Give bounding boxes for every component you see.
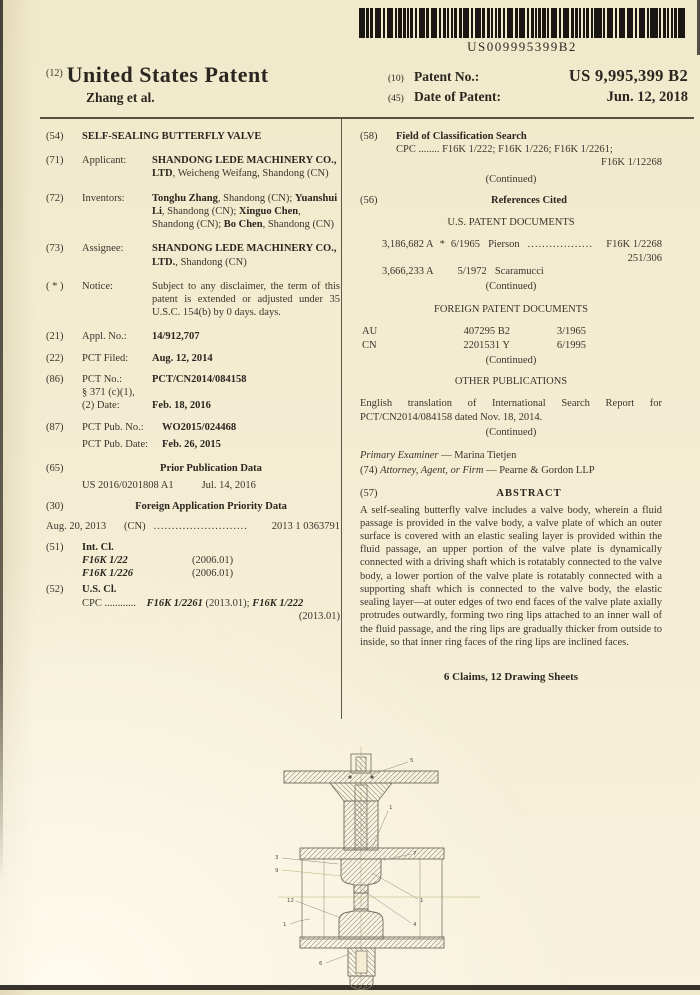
field-num: (52): [46, 584, 64, 596]
valve-cross-section-figure: [262, 745, 498, 990]
scan-edge-left: [0, 0, 3, 880]
field-label: PCT Filed:: [82, 352, 129, 364]
patent-no-value: US 9,995,399 B2: [568, 66, 688, 85]
field-58-heading: Field of Classification Search: [396, 131, 527, 142]
int-cl-version: (2006.01): [192, 555, 234, 567]
pct-filed-value: Aug. 12, 2014: [152, 352, 213, 364]
foreign-doc-date: 3/1965: [556, 326, 586, 338]
figure-label: 5: [410, 758, 414, 764]
inventor-location: , Shandong (CN);: [217, 192, 295, 204]
field-86-pct-no: [46, 373, 340, 413]
valve-plate-lower: [339, 909, 383, 939]
inventor-name: Tonghu Zhang: [152, 192, 218, 204]
header-right: [388, 66, 688, 109]
inventor-line: Zhang et al.: [86, 90, 155, 105]
prior-pub-number: US 2016/0201808 A1: [82, 480, 174, 492]
assignee-name: SHANDONG LEDE MACHINERY CO., LTD.: [152, 243, 337, 268]
barcode-block: [353, 8, 691, 55]
attorney-line: [360, 464, 662, 477]
priority-date: Aug. 20, 2013: [46, 520, 107, 532]
field-label: Assignee:: [82, 243, 124, 255]
cpc-search-line: CPC ........ F16K 1/222; F16K 1/226; F16K 1/2261;: [396, 144, 613, 156]
figure-label: 1: [420, 898, 424, 904]
field-label: PCT No.:: [82, 373, 123, 385]
country-code: CN: [362, 339, 377, 351]
continued-note: (Continued): [485, 280, 537, 292]
field-58-classification-search: [360, 130, 662, 186]
left-column: [46, 130, 340, 623]
section-371-line: § 371 (c)(1),: [82, 387, 135, 399]
field-num: (22): [46, 352, 64, 364]
patent-doc-date: 5/1972: [457, 265, 487, 277]
attorney-label: Attorney, Agent, or Firm: [380, 465, 484, 477]
field-65-prior-pub: [46, 462, 340, 492]
field-num: (86): [46, 373, 64, 385]
field-label: (2) Date:: [82, 400, 120, 412]
field-label: PCT Pub. Date:: [82, 438, 149, 450]
field-num: (30): [46, 501, 64, 513]
int-cl-heading: Int. Cl.: [82, 541, 114, 553]
priority-country: (CN): [124, 520, 146, 532]
foreign-priority-heading: Foreign Application Priority Data: [135, 501, 287, 513]
references-heading: References Cited: [491, 194, 567, 206]
us-patent-row: [382, 265, 662, 278]
abstract-text: A self-sealing butterfly valve includes a valve body, wherein a fluid passage is provided in the valve body, a valve plate of which an outer surface is covered with an elastic sealing layer is provided within the fluid passage, an upper portion of the valve plate is dynamically connected with a driving shaft which is rotatably connected to the valve body, a lower portion of the valve plate is rotatably connected with a supporting shaft which is connected to the valve body, the elastic sealing layer—at outer edges of two end faces of the valve plate axially protrudes outwardly, forming two ring lips attached to an inner wall of the fluid passage, and the ring lips are gradually thicker from outside to inside, so that inner ring faces of the ring lips are inclined faces.: [360, 504, 662, 648]
patent-doc-star: *: [439, 239, 445, 251]
patent-doc-date: 6/1965: [450, 239, 481, 251]
field-21-appl-no: [46, 330, 340, 343]
field-71-applicant: [46, 154, 340, 180]
cpc-label: CPC ............: [82, 597, 136, 609]
field-22-pct-filed: [46, 352, 340, 365]
leader-dots: ..................: [527, 239, 593, 251]
foreign-patent-docs-heading: FOREIGN PATENT DOCUMENTS: [433, 304, 589, 316]
applicant-location: , Weicheng Weifang, Shandong (CN): [172, 168, 329, 180]
cpc-search-line2: F16K 1/12268: [601, 157, 662, 169]
page-title: United States Patent: [66, 62, 269, 87]
field-notice: [46, 280, 340, 320]
date-of-patent-num: (45): [388, 94, 404, 104]
date-of-patent-label: Date of Patent:: [414, 89, 501, 104]
kind-code-num: (12): [46, 68, 63, 79]
prior-pub-heading: Prior Publication Data: [160, 462, 262, 474]
assignee-value: [152, 242, 340, 268]
claims-line: 6 Claims, 12 Drawing Sheets: [443, 671, 579, 683]
field-num: (71): [46, 155, 64, 167]
inventor-name: Bo Chen: [223, 219, 263, 231]
assignee-location: , Shandong (CN): [175, 256, 247, 268]
lower-body-flange: [300, 937, 444, 948]
field-num: (54): [46, 131, 64, 142]
inventor-name: Yuanshui Li: [152, 192, 338, 217]
us-cl-cpc-line: [82, 597, 340, 610]
field-num: (58): [360, 131, 378, 142]
patent-doc-name: Scaramucci: [494, 265, 544, 277]
other-pubs-text: English translation of International Search Report for PCT/CN2014/084158 dated Nov. 18, 2014.: [360, 398, 662, 423]
field-label: Appl. No.:: [82, 331, 127, 343]
figure-label: 6: [319, 961, 323, 967]
field-56-references: [360, 194, 662, 367]
section-371-date: Feb. 18, 2016: [152, 400, 211, 412]
pct-no-value: PCT/CN2014/084158: [152, 373, 247, 385]
pct-pub-no-value: WO2015/024468: [162, 421, 237, 433]
examiner-label: Primary Examiner: [360, 449, 439, 461]
abstract-section: [360, 487, 662, 684]
continued-note: (Continued): [485, 173, 537, 185]
us-patent-row: [382, 238, 662, 251]
date-of-patent-value: Jun. 12, 2018: [606, 89, 688, 105]
field-num: (57): [360, 488, 378, 500]
abstract-heading: ABSTRACT: [496, 488, 562, 500]
cpc-class: F16K 1/2261: [146, 597, 203, 609]
bottom-cap: [350, 976, 373, 990]
field-51-int-cl: [46, 541, 340, 581]
field-73-assignee: [46, 242, 340, 268]
field-num: (51): [46, 541, 64, 553]
field-num: (72): [46, 192, 64, 204]
figure-label: 1: [389, 805, 393, 811]
foreign-doc-date: 6/1995: [556, 339, 586, 351]
field-num: (65): [46, 462, 64, 474]
header-left: [46, 62, 269, 106]
foreign-doc-number: 407295 B2: [463, 326, 510, 338]
invention-title: SELF-SEALING BUTTERFLY VALVE: [82, 131, 262, 142]
figure-label: 3: [275, 855, 279, 861]
figure-label: 7: [413, 851, 417, 857]
foreign-patent-row: [362, 339, 662, 352]
other-publications: [360, 375, 662, 439]
field-label: Inventors:: [82, 192, 125, 204]
country-code: AU: [362, 326, 378, 338]
field-52-us-cl: [46, 583, 340, 623]
cpc-version: (2013.01);: [202, 597, 253, 609]
supporting-shaft: [356, 951, 367, 973]
inventor-name: Xinguo Chen: [238, 205, 299, 217]
attorney-value: — Pearne & Gordon LLP: [486, 465, 595, 477]
valve-plate-stem: [354, 885, 368, 911]
inventor-location: , Shandong (CN);: [161, 205, 239, 217]
figure-label: 9: [275, 868, 279, 874]
patent-no-num: (10): [388, 74, 404, 84]
other-pubs-heading: OTHER PUBLICATIONS: [454, 376, 568, 388]
inventor-location: , Shandong (CN);: [152, 205, 301, 231]
driving-shaft: [355, 785, 367, 850]
header-rule: [40, 117, 694, 119]
int-cl-version: (2006.01): [192, 568, 234, 580]
field-30-foreign-priority: [46, 500, 340, 532]
valve-drawing: [262, 745, 498, 990]
leader-dots: ..........................: [153, 520, 248, 532]
flange-bolt-dot: [348, 775, 351, 778]
applicant-name: SHANDONG LEDE MACHINERY CO., LTD: [152, 155, 337, 180]
field-num: (56): [360, 194, 378, 206]
field-num: (73): [46, 243, 64, 255]
barcode-icon: [359, 8, 685, 38]
us-cl-heading: U.S. Cl.: [82, 584, 117, 596]
us-patent-docs-heading: U.S. PATENT DOCUMENTS: [447, 217, 575, 229]
inventors-value: [152, 192, 340, 232]
field-num: (21): [46, 331, 64, 343]
continued-note: (Continued): [485, 426, 537, 438]
appl-no-value: 14/912,707: [152, 331, 200, 343]
column-divider: [341, 119, 342, 719]
field-72-inventors: [46, 192, 340, 232]
inventor-location: , Shandong (CN): [262, 219, 335, 231]
field-label: PCT Pub. No.:: [82, 421, 144, 433]
foreign-patent-row: [362, 325, 662, 338]
figure-label: 12: [287, 898, 294, 904]
examiner-value: — Marina Tietjen: [441, 449, 517, 461]
int-cl-class: F16K 1/22: [82, 555, 128, 567]
notice-text: Subject to any disclaimer, the term of this patent is extended or adjusted under 35 U.S.C. 154(b) by 0 days. days.: [152, 280, 340, 319]
upper-body-flange: [300, 848, 444, 859]
patent-doc-name: Pierson: [488, 239, 520, 251]
cpc-version-tail: (2013.01): [298, 610, 340, 622]
field-num: (74): [360, 465, 378, 477]
field-54-title: [46, 130, 340, 143]
patent-doc-class2: 251/306: [627, 252, 662, 264]
top-flange: [284, 771, 438, 783]
cpc-class: F16K 1/222: [252, 597, 304, 609]
examiner-line: [360, 449, 662, 462]
field-87-pct-pub: [46, 421, 340, 451]
prior-pub-date: Jul. 14, 2016: [201, 480, 256, 492]
barcode-text: US009995399B2: [467, 39, 577, 54]
continued-note: (Continued): [485, 354, 537, 366]
field-num: (87): [46, 421, 64, 433]
priority-number: 2013 1 0363791: [271, 520, 340, 532]
patent-doc-number: 3,186,682 A: [382, 239, 434, 251]
figure-label: 1: [283, 922, 287, 928]
field-label: Notice:: [82, 280, 113, 292]
patent-doc-number: 3,666,233 A: [382, 265, 434, 277]
int-cl-class: F16K 1/226: [82, 568, 134, 580]
flange-bolt-dot: [370, 775, 373, 778]
field-num: ( * ): [46, 280, 64, 292]
top-bolt: [356, 757, 366, 771]
patent-doc-class: F16K 1/2268: [606, 239, 662, 251]
pct-pub-date-value: Feb. 26, 2015: [162, 438, 221, 450]
patent-no-label: Patent No.:: [414, 69, 480, 84]
field-label: Applicant:: [82, 155, 127, 167]
right-column: [360, 130, 662, 685]
figure-label: 4: [413, 922, 417, 928]
foreign-doc-number: 2201531 Y: [463, 339, 510, 351]
applicant-value: [152, 154, 340, 180]
